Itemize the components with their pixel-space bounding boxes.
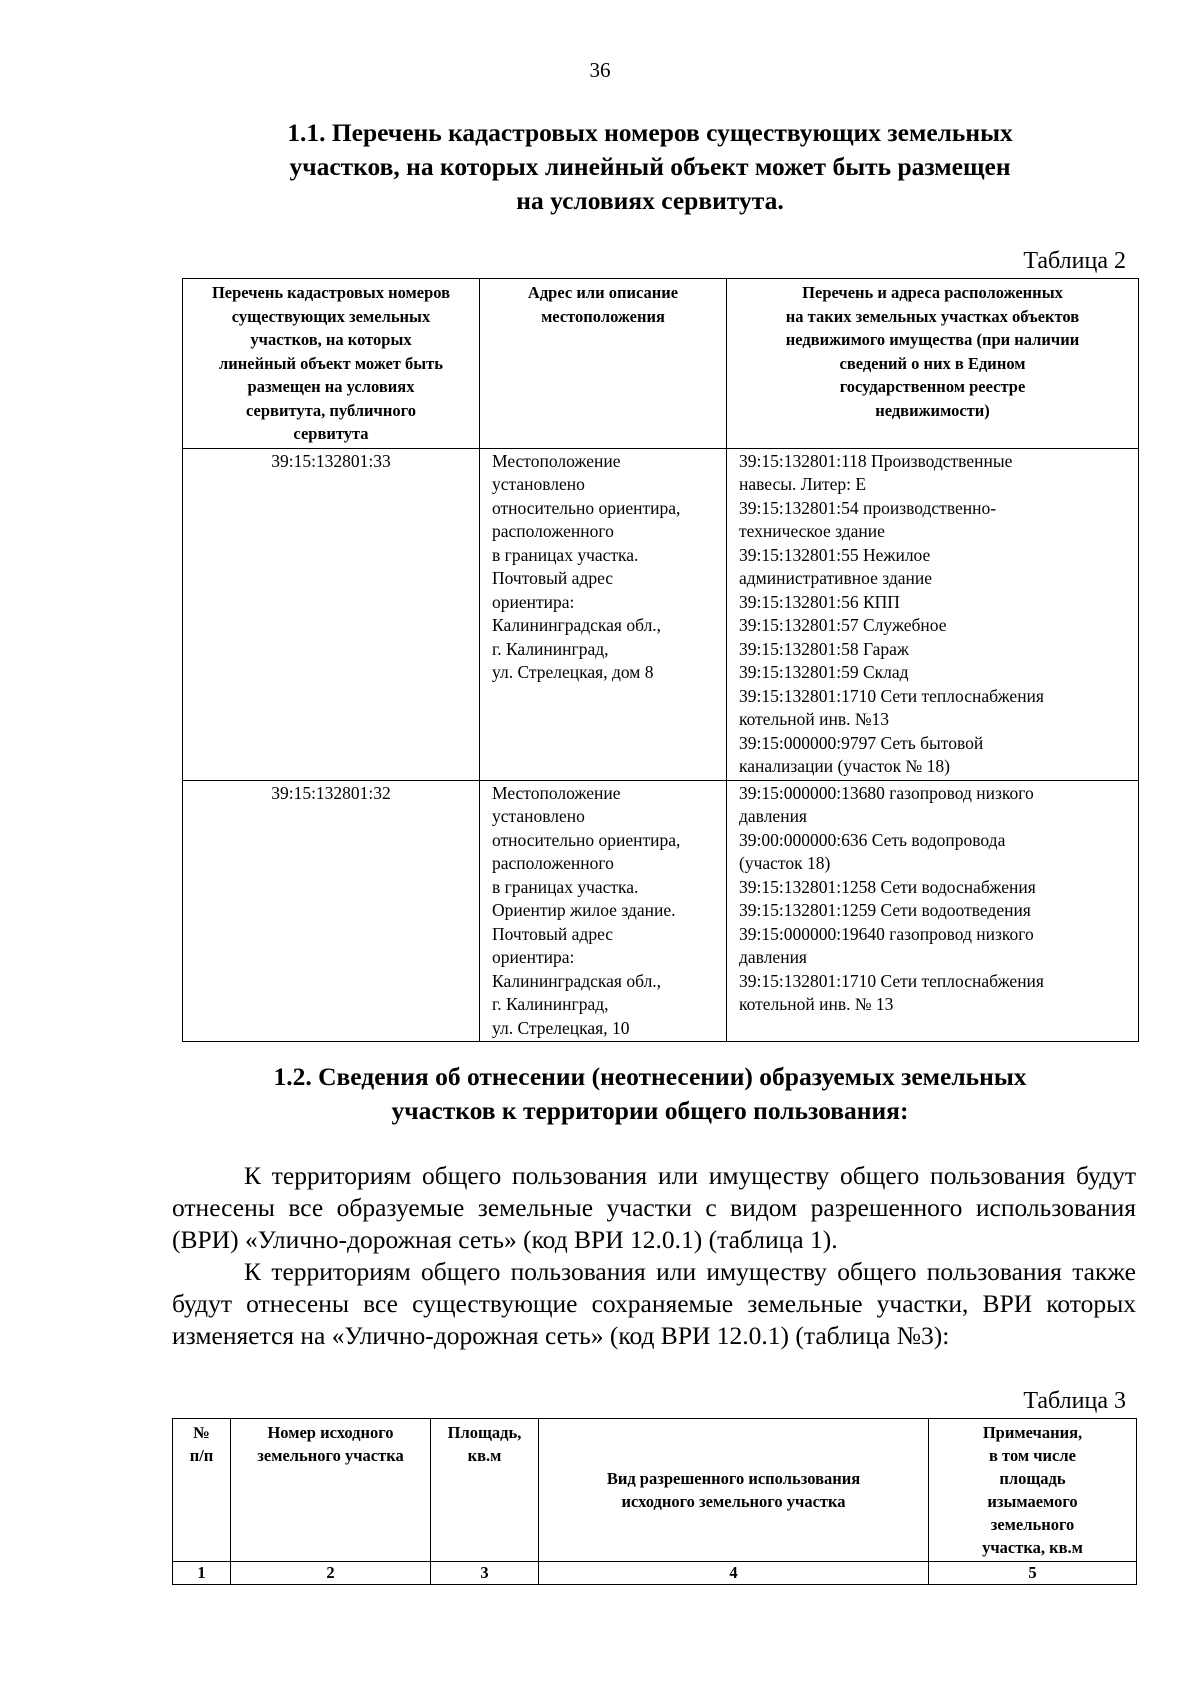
header-notes (929, 1419, 1137, 1562)
text-line: котельной инв. №13 (739, 709, 890, 729)
text-line: № (193, 1423, 210, 1442)
table-numbering-row (173, 1562, 1137, 1585)
section-heading-1-1 (150, 116, 1150, 218)
text-line: котельной инв. № 13 (739, 994, 894, 1014)
column-number: 2 (231, 1562, 431, 1585)
cadastral-number-cell: 39:15:132801:33 (183, 448, 480, 780)
text-line: участков, на которых (250, 330, 412, 349)
text-line: относительно ориентира, (492, 829, 681, 850)
text-line: Перечень и адреса расположенных (802, 283, 1063, 302)
text-line: площадь (999, 1469, 1066, 1488)
text-line: земельного участка (257, 1446, 404, 1465)
text-line: г. Калининград, (492, 994, 609, 1014)
text-line: 39:15:132801:1258 Сети водоснабжения (739, 876, 1036, 897)
table-header-row (173, 1419, 1137, 1562)
text-line: Калининградская обл., (492, 970, 662, 991)
text-line: Вид разрешенного использования (606, 1469, 861, 1488)
cadastral-number-cell: 39:15:132801:32 (183, 780, 480, 1042)
text-line: ориентира: (492, 591, 575, 612)
text-line: кв.м (467, 1446, 502, 1465)
text-line: Почтовый адрес (492, 568, 614, 588)
text-line: административное здание (739, 568, 933, 588)
text-line: 39:15:132801:57 Служебное (739, 615, 947, 635)
text-line: в границах участка. (492, 876, 639, 897)
text-line: расположенного (492, 853, 614, 873)
page-number: 36 (589, 58, 611, 82)
text-line: сведений о них в Едином (839, 353, 1026, 373)
text-line: недвижимости) (875, 400, 990, 420)
text-line: навесы. Литер: Е (739, 474, 867, 494)
text-line: сервитута, публичного (246, 400, 416, 420)
text-line: 39:15:132801:1710 Сети теплоснабжения (739, 685, 1044, 706)
text-line: исходного земельного участка (621, 1492, 846, 1511)
text-line: п/п (189, 1446, 214, 1465)
text-line: установлено (492, 474, 585, 494)
text-line: в том числе (989, 1446, 1076, 1465)
header-real-estate-objects (727, 279, 1139, 449)
text-line: в границах участка. (492, 544, 639, 565)
heading-line: участков к территории общего пользования: (391, 1096, 909, 1125)
column-number: 1 (173, 1562, 231, 1585)
text-line: ул. Стрелецкая, 10 (492, 1017, 630, 1038)
text-line: существующих земельных (231, 306, 431, 326)
table-3 (172, 1418, 1137, 1585)
header-cadastral-numbers (183, 279, 480, 449)
text-line: 39:15:132801:58 Гараж (739, 638, 910, 659)
header-area (431, 1419, 539, 1562)
text-line: давления (739, 947, 807, 967)
table-3-caption: Таблица 3 (1023, 1388, 1126, 1414)
text-line: земельного (990, 1515, 1075, 1534)
heading-line: участков, на которых линейный объект может быть размещен (289, 152, 1011, 181)
text-line: 39:15:132801:56 КПП (739, 591, 900, 612)
address-cell (480, 780, 727, 1042)
text-line: Ориентир жилое здание. (492, 900, 676, 920)
text-line: Калининградская обл., (492, 615, 662, 635)
text-line: Примечания, (982, 1423, 1083, 1442)
section-heading-1-2 (170, 1060, 1130, 1128)
objects-cell (727, 448, 1139, 780)
text-line: г. Калининград, (492, 638, 609, 659)
text-line: изымаемого (987, 1492, 1078, 1511)
objects-cell (727, 780, 1139, 1042)
table-2 (182, 278, 1139, 1042)
text-line: ориентира: (492, 947, 575, 967)
text-line: 39:15:000000:9797 Сеть бытовой (739, 732, 984, 753)
text-line: 39:15:132801:54 производственно- (739, 497, 997, 518)
table-row (183, 448, 1139, 780)
text-line: линейный объект может быть (218, 353, 443, 373)
text-line: 39:15:132801:118 Производственные (739, 450, 1013, 471)
text-line: Площадь, (447, 1423, 522, 1442)
text-line: 39:00:000000:636 Сеть водопровода (739, 829, 1006, 850)
text-line: Почтовый адрес (492, 923, 614, 944)
text-line: сервитута (293, 424, 369, 443)
header-address (480, 279, 727, 449)
text-line: Местоположение (492, 450, 621, 471)
column-number: 4 (539, 1562, 929, 1585)
text-line: государственном реестре (839, 377, 1026, 396)
heading-line: 1.2. Сведения об отнесении (неотнесении) образуемых земельных (273, 1062, 1027, 1091)
text-line: ул. Стрелецкая, дом 8 (492, 662, 654, 682)
text-line: давления (739, 806, 807, 826)
text-line: установлено (492, 806, 585, 826)
text-line: Номер исходного (267, 1423, 394, 1442)
text-line: недвижимого имущества (при наличии (785, 330, 1080, 349)
text-line: расположенного (492, 521, 614, 541)
text-line: на таких земельных участках объектов (785, 306, 1080, 326)
text-line: размещен на условиях (247, 377, 415, 396)
heading-line: 1.1. Перечень кадастровых номеров существующих земельных (287, 118, 1013, 147)
column-number: 5 (929, 1562, 1137, 1585)
paragraph: К территориям общего пользования или имуществу общего пользования также будут отнесены все существующие сохраняемые земельные участки, ВРИ которых изменяется на «Улично-дорожная сеть» (код ВРИ 12.0.1) (таблица №3): (172, 1257, 1136, 1350)
text-line: относительно ориентира, (492, 497, 681, 518)
text-line: техническое здание (739, 521, 885, 541)
text-line: 39:15:132801:1259 Сети водоотведения (739, 900, 1031, 920)
text-line: Местоположение (492, 782, 621, 803)
paragraph: К территориям общего пользования или имуществу общего пользования будут отнесены все образуемые земельные участки с видом разрешенного использования (ВРИ) «Улично-дорожная сеть» (код ВРИ 12.0.1) (таблица 1). (172, 1161, 1136, 1254)
text-line: канализации (участок № 18) (739, 756, 950, 776)
text-line: участка, кв.м (982, 1538, 1083, 1557)
heading-line: на условиях сервитута. (516, 186, 784, 215)
table-header-row (183, 279, 1139, 449)
address-cell (480, 448, 727, 780)
text-line: 39:15:000000:19640 газопровод низкого (739, 923, 1034, 944)
header-row-number (173, 1419, 231, 1562)
table-row (183, 780, 1139, 1042)
table-2-caption: Таблица 2 (1023, 248, 1126, 274)
text-line: 39:15:132801:55 Нежилое (739, 544, 931, 565)
text-line: 39:15:000000:13680 газопровод низкого (739, 782, 1034, 803)
text-line: 39:15:132801:59 Склад (739, 662, 909, 682)
text-line: Адрес или описание (527, 283, 679, 302)
text-line: Перечень кадастровых номеров (211, 283, 451, 302)
text-line: 39:15:132801:1710 Сети теплоснабжения (739, 970, 1044, 991)
text-line: местоположения (541, 306, 665, 326)
column-number: 3 (431, 1562, 539, 1585)
text-line: (участок 18) (739, 853, 831, 873)
header-source-plot-number (231, 1419, 431, 1562)
header-permitted-use (539, 1419, 929, 1562)
